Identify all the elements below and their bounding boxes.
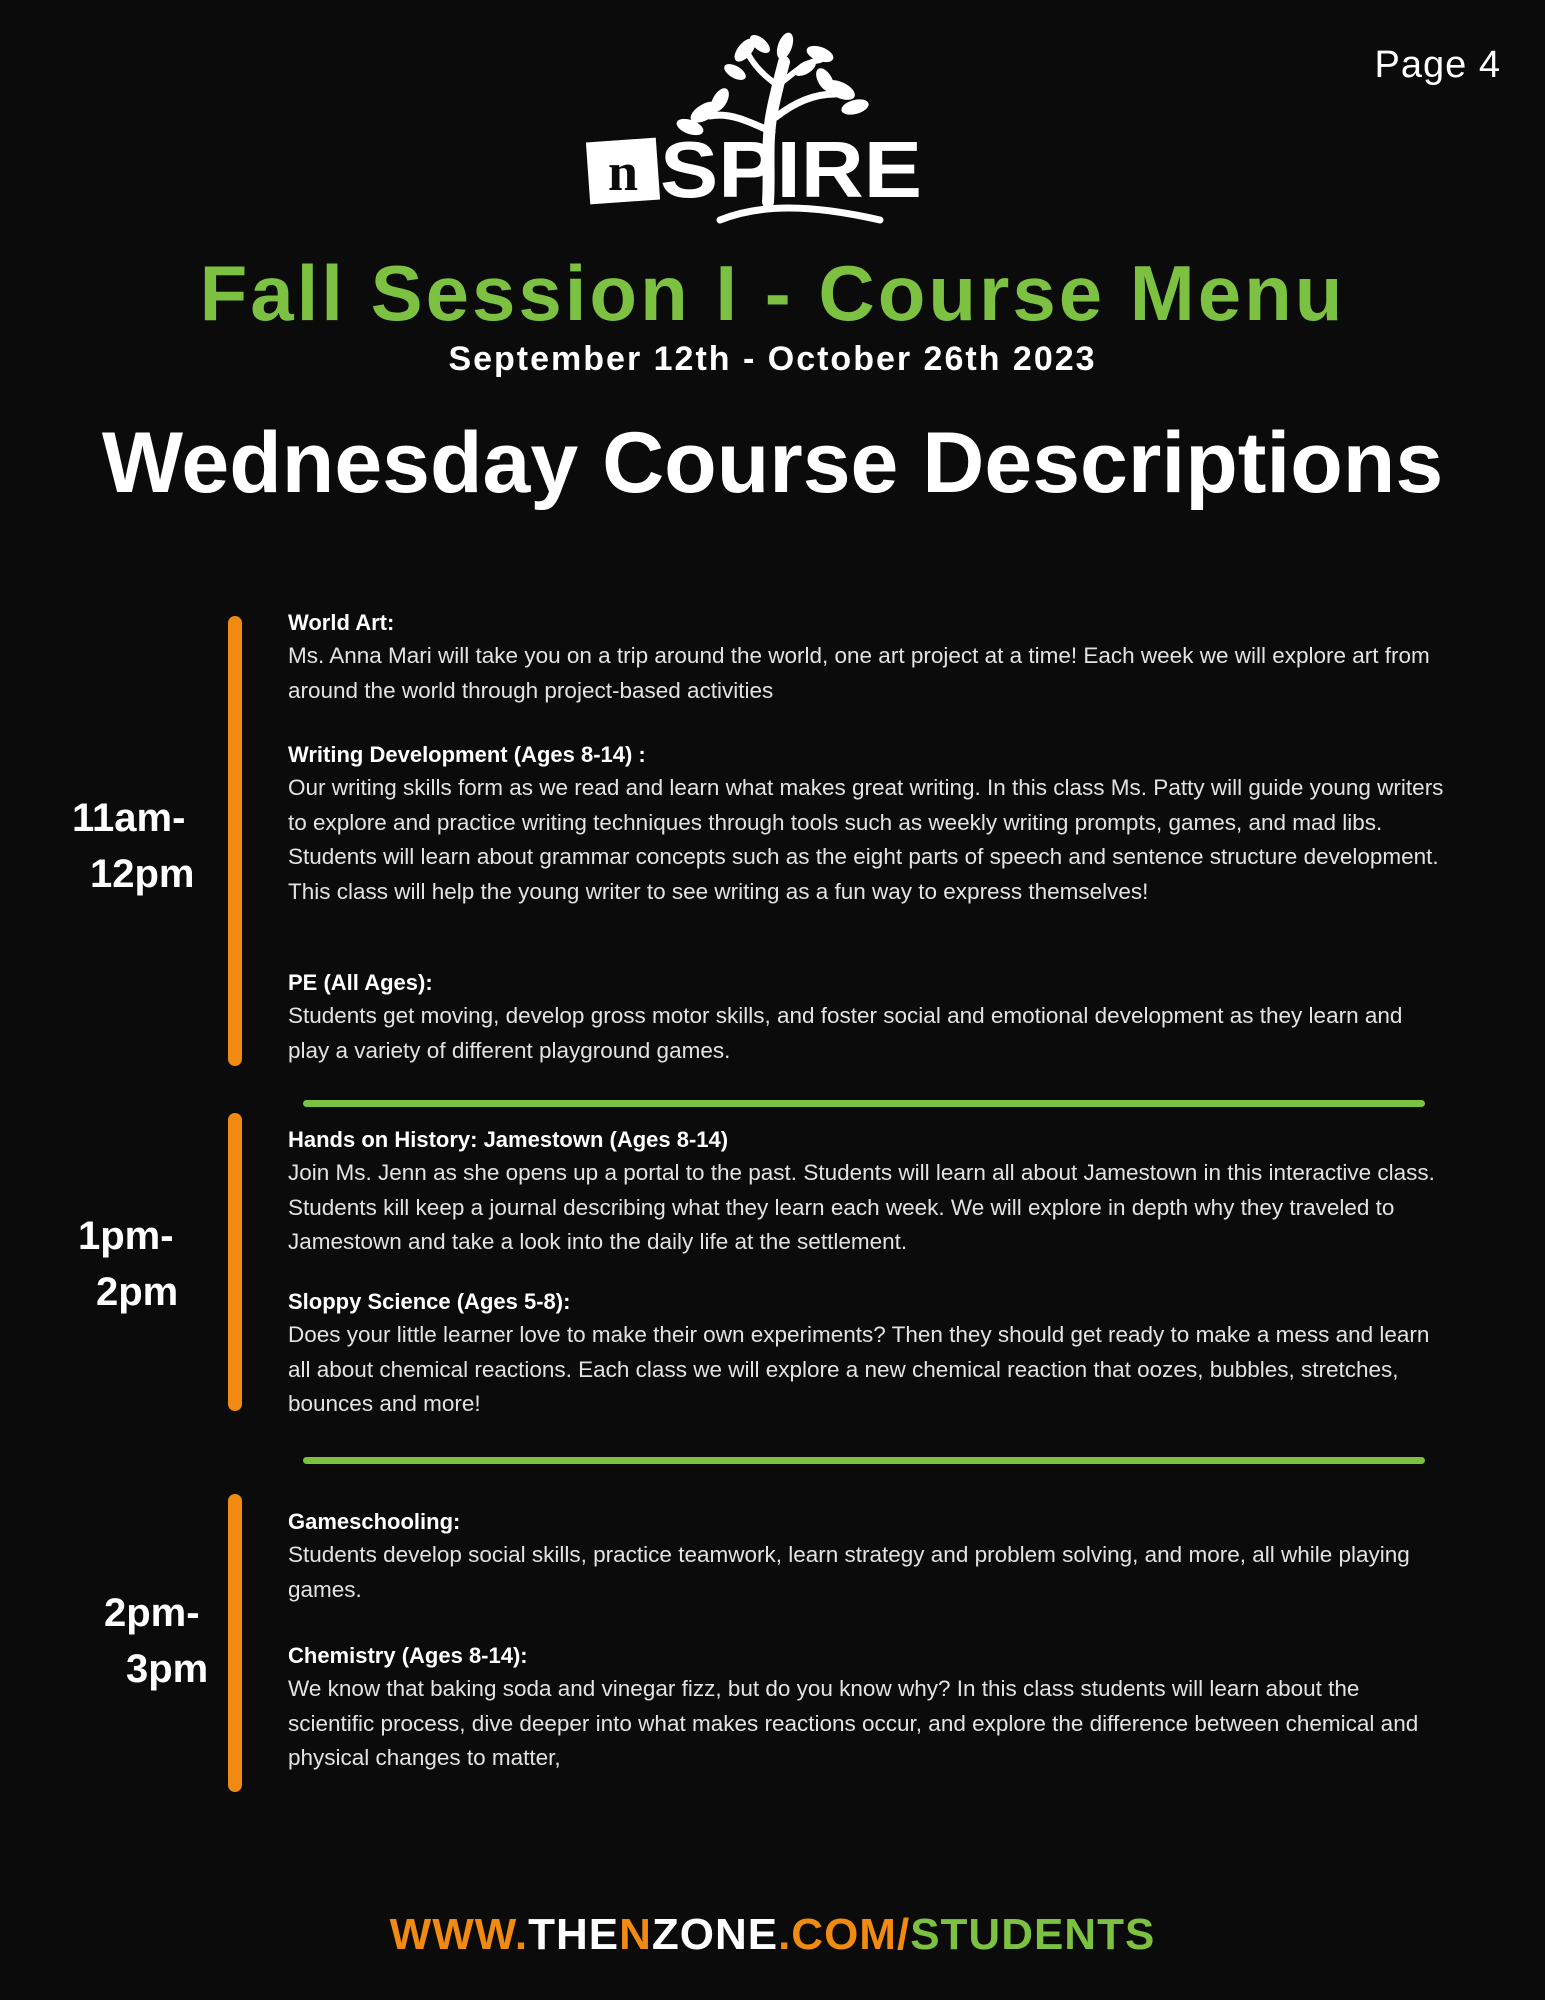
course-title: Sloppy Science (Ages 5-8): bbox=[288, 1289, 571, 1314]
time-block-bar bbox=[228, 616, 242, 1066]
course-title: Chemistry (Ages 8-14): bbox=[288, 1643, 528, 1668]
course-chemistry bbox=[288, 1640, 1448, 1776]
course-writing-development bbox=[288, 739, 1448, 909]
url-students: STUDENTS bbox=[910, 1910, 1156, 1959]
section-divider bbox=[303, 1457, 1425, 1464]
course-description: Our writing skills form as we read and learn what makes great writing. In this class Ms. Patty will guide young writers to explore and practice writing techniques through tools such as weekly writing prompts, games, and mad libs. Students will learn about grammar concepts such as the eight parts of speech and sentence structure development. This class will help the young writer to see writing as a fun way to express themselves! bbox=[288, 775, 1444, 904]
day-title: Wednesday Course Descriptions bbox=[101, 415, 1444, 511]
section-divider bbox=[303, 1100, 1425, 1107]
time-label-end: 2pm bbox=[96, 1270, 179, 1314]
time-label bbox=[78, 1208, 178, 1320]
time-block-bar bbox=[228, 1113, 242, 1411]
nspire-logo bbox=[580, 32, 925, 232]
logo-main-text: SPIRE bbox=[660, 125, 922, 214]
website-url[interactable] bbox=[0, 1910, 1545, 1960]
course-description: Students develop social skills, practice teamwork, learn strategy and problem solving, and more, all while playing games. bbox=[288, 1542, 1410, 1602]
logo-prefix-letter: n bbox=[607, 142, 639, 202]
time-label-start: 2pm- bbox=[104, 1591, 200, 1635]
time-label-start: 1pm- bbox=[78, 1214, 174, 1258]
time-label bbox=[72, 790, 195, 902]
url-com: .COM/ bbox=[778, 1910, 911, 1959]
course-title: PE (All Ages): bbox=[288, 970, 433, 995]
course-title: World Art: bbox=[288, 610, 395, 635]
url-prefix: WWW. bbox=[389, 1910, 529, 1959]
session-dates: September 12th - October 26th 2023 bbox=[448, 340, 1097, 378]
course-pe bbox=[288, 967, 1448, 1068]
page-number: Page 4 bbox=[1374, 44, 1501, 86]
url-the: THE bbox=[528, 1910, 620, 1959]
course-description: Does your little learner love to make their own experiments? Then they should get ready to make a mess and learn all about chemical reactions. Each class we will explore a new chemical reaction that oozes, bubbles, stretches, bounces and more! bbox=[288, 1322, 1430, 1416]
url-zone: ZONE bbox=[651, 1910, 779, 1959]
course-world-art bbox=[288, 607, 1448, 708]
time-label-start: 11am- bbox=[72, 796, 186, 840]
time-label-end: 3pm bbox=[126, 1647, 209, 1691]
course-title: Gameschooling: bbox=[288, 1509, 461, 1534]
url-n: N bbox=[619, 1910, 652, 1959]
course-title: Hands on History: Jamestown (Ages 8-14) bbox=[288, 1127, 729, 1152]
course-gameschooling bbox=[288, 1506, 1448, 1607]
course-title: Writing Development (Ages 8-14) : bbox=[288, 742, 646, 767]
time-block-bar bbox=[228, 1494, 242, 1792]
course-description: Ms. Anna Mari will take you on a trip around the world, one art project at a time! Each week we will explore art from around the world through project-based activities bbox=[288, 643, 1430, 703]
time-label bbox=[104, 1585, 208, 1697]
session-title: Fall Session I - Course Menu bbox=[199, 249, 1346, 337]
course-description: Students get moving, develop gross motor skills, and foster social and emotional development as they learn and play a variety of different playground games. bbox=[288, 1003, 1403, 1063]
time-label-end: 12pm bbox=[90, 852, 195, 896]
course-description: We know that baking soda and vinegar fizz, but do you know why? In this class students will learn about the scientific process, dive deeper into what makes reactions occur, and explore the difference between chemical and physical changes to matter, bbox=[288, 1676, 1419, 1770]
course-description: Join Ms. Jenn as she opens up a portal to the past. Students will learn all about Jamestown in this interactive class. Students kill keep a journal describing what they learn each week. We will explore in depth why they traveled to Jamestown and take a look into the daily life at the settlement. bbox=[288, 1160, 1435, 1254]
course-hands-on-history bbox=[288, 1124, 1448, 1260]
course-sloppy-science bbox=[288, 1286, 1448, 1422]
